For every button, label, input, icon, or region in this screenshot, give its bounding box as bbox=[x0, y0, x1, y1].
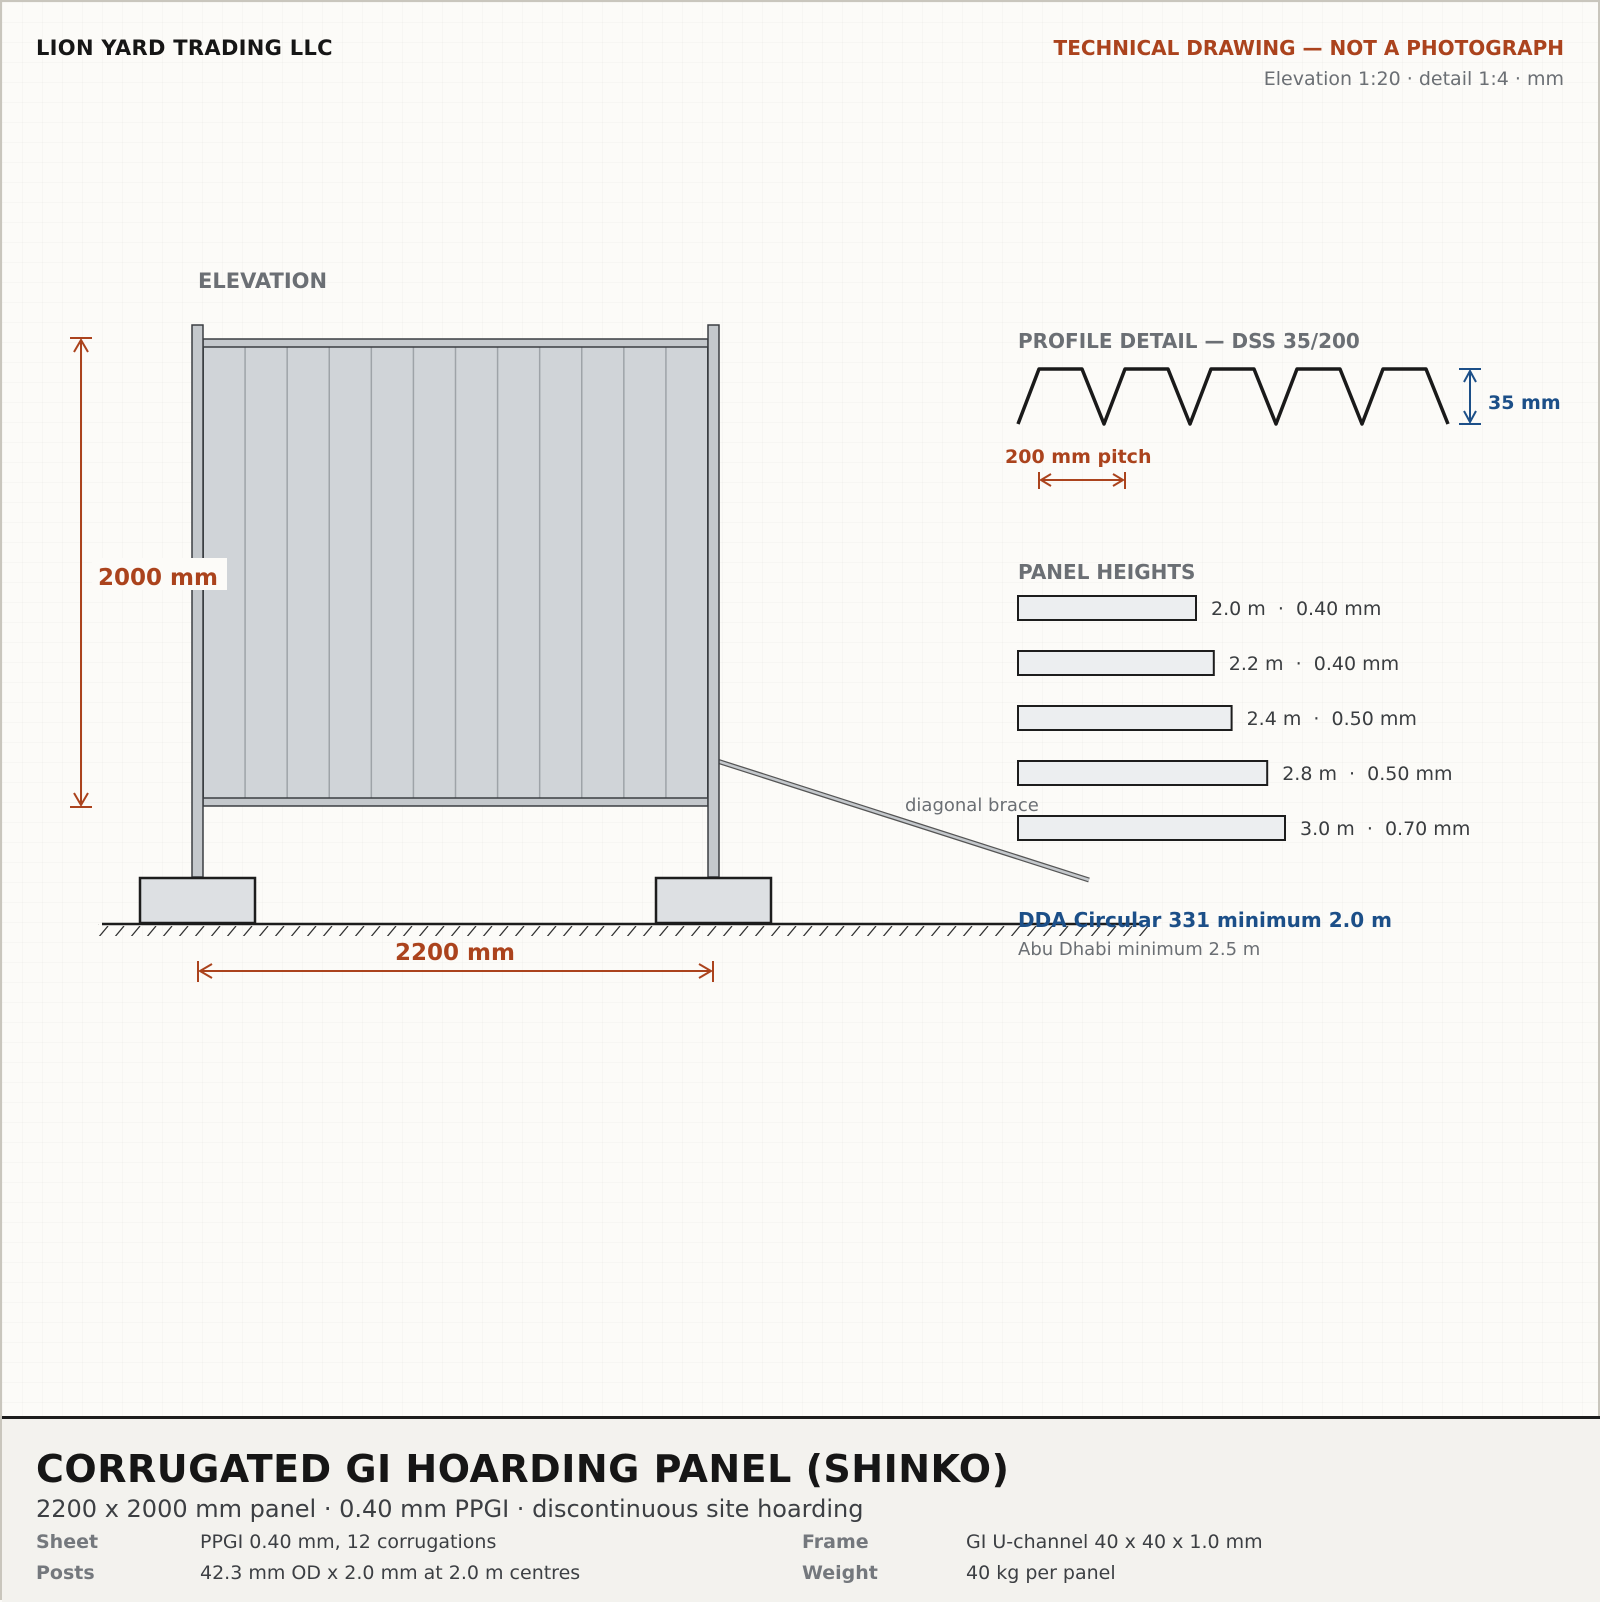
title-block bbox=[2, 1416, 1600, 1602]
bottom-rail bbox=[203, 798, 708, 806]
spec-key-frame: Frame bbox=[802, 1531, 869, 1553]
panel-height-bar bbox=[1018, 706, 1232, 730]
elevation-title: ELEVATION bbox=[198, 269, 328, 293]
product-subtitle: 2200 x 2000 mm panel · 0.40 mm PPGI · discontinuous site hoarding bbox=[36, 1495, 864, 1523]
width-label: 2200 mm bbox=[395, 940, 515, 966]
product-title: CORRUGATED GI HOARDING PANEL (SHINKO) bbox=[36, 1447, 1010, 1491]
spec-value-posts: 42.3 mm OD x 2.0 mm at 2.0 m centres bbox=[200, 1562, 581, 1584]
spec-value-sheet: PPGI 0.40 mm, 12 corrugations bbox=[200, 1531, 497, 1553]
right-post bbox=[708, 325, 719, 877]
depth-label: 35 mm bbox=[1488, 392, 1561, 414]
height-label: 2000 mm bbox=[98, 565, 218, 591]
top-rail bbox=[203, 339, 708, 347]
right-concrete-foot bbox=[656, 878, 771, 923]
ground-hatching bbox=[94, 924, 1148, 936]
scale-note: Elevation 1:20 · detail 1:4 · mm bbox=[1263, 68, 1564, 90]
spec-value-weight: 40 kg per panel bbox=[966, 1562, 1116, 1584]
spec-value-frame: GI U-channel 40 x 40 x 1.0 mm bbox=[966, 1531, 1263, 1553]
panel-height-label: 2.2 m · 0.40 mm bbox=[1228, 653, 1400, 675]
left-concrete-foot bbox=[140, 878, 255, 923]
panel-heights-title: PANEL HEIGHTS bbox=[1018, 560, 1196, 584]
panel-height-label: 2.4 m · 0.50 mm bbox=[1246, 708, 1417, 730]
panel-height-bar bbox=[1018, 651, 1214, 675]
company-name: LION YARD TRADING LLC bbox=[36, 36, 333, 60]
panel-height-bar bbox=[1018, 596, 1196, 620]
technical-drawing bbox=[2, 2, 1600, 1416]
corrugation-profile bbox=[1018, 369, 1448, 424]
profile-title: PROFILE DETAIL — DSS 35/200 bbox=[1018, 329, 1360, 353]
spec-key-weight: Weight bbox=[802, 1562, 878, 1584]
panel-height-label: 3.0 m · 0.70 mm bbox=[1300, 818, 1471, 840]
spec-key-posts: Posts bbox=[36, 1562, 95, 1584]
left-post bbox=[192, 325, 203, 877]
panel-height-bar bbox=[1018, 816, 1285, 840]
panel-height-rows bbox=[1018, 596, 1470, 840]
pitch-label: 200 mm pitch bbox=[1005, 446, 1152, 468]
spec-key-sheet: Sheet bbox=[36, 1531, 99, 1553]
dda-regulation: DDA Circular 331 minimum 2.0 m bbox=[1018, 908, 1392, 932]
panel-height-label: 2.8 m · 0.50 mm bbox=[1282, 763, 1453, 785]
pitch-dimension bbox=[1039, 472, 1125, 489]
depth-dimension bbox=[1459, 369, 1481, 424]
abu-dhabi-regulation: Abu Dhabi minimum 2.5 m bbox=[1018, 939, 1261, 960]
panel-height-bar bbox=[1018, 761, 1267, 785]
brace-label: diagonal brace bbox=[905, 795, 1039, 816]
height-dimension bbox=[70, 338, 92, 807]
panel-height-label: 2.0 m · 0.40 mm bbox=[1211, 598, 1382, 620]
drawing-notice: TECHNICAL DRAWING — NOT A PHOTOGRAPH bbox=[1053, 36, 1564, 60]
